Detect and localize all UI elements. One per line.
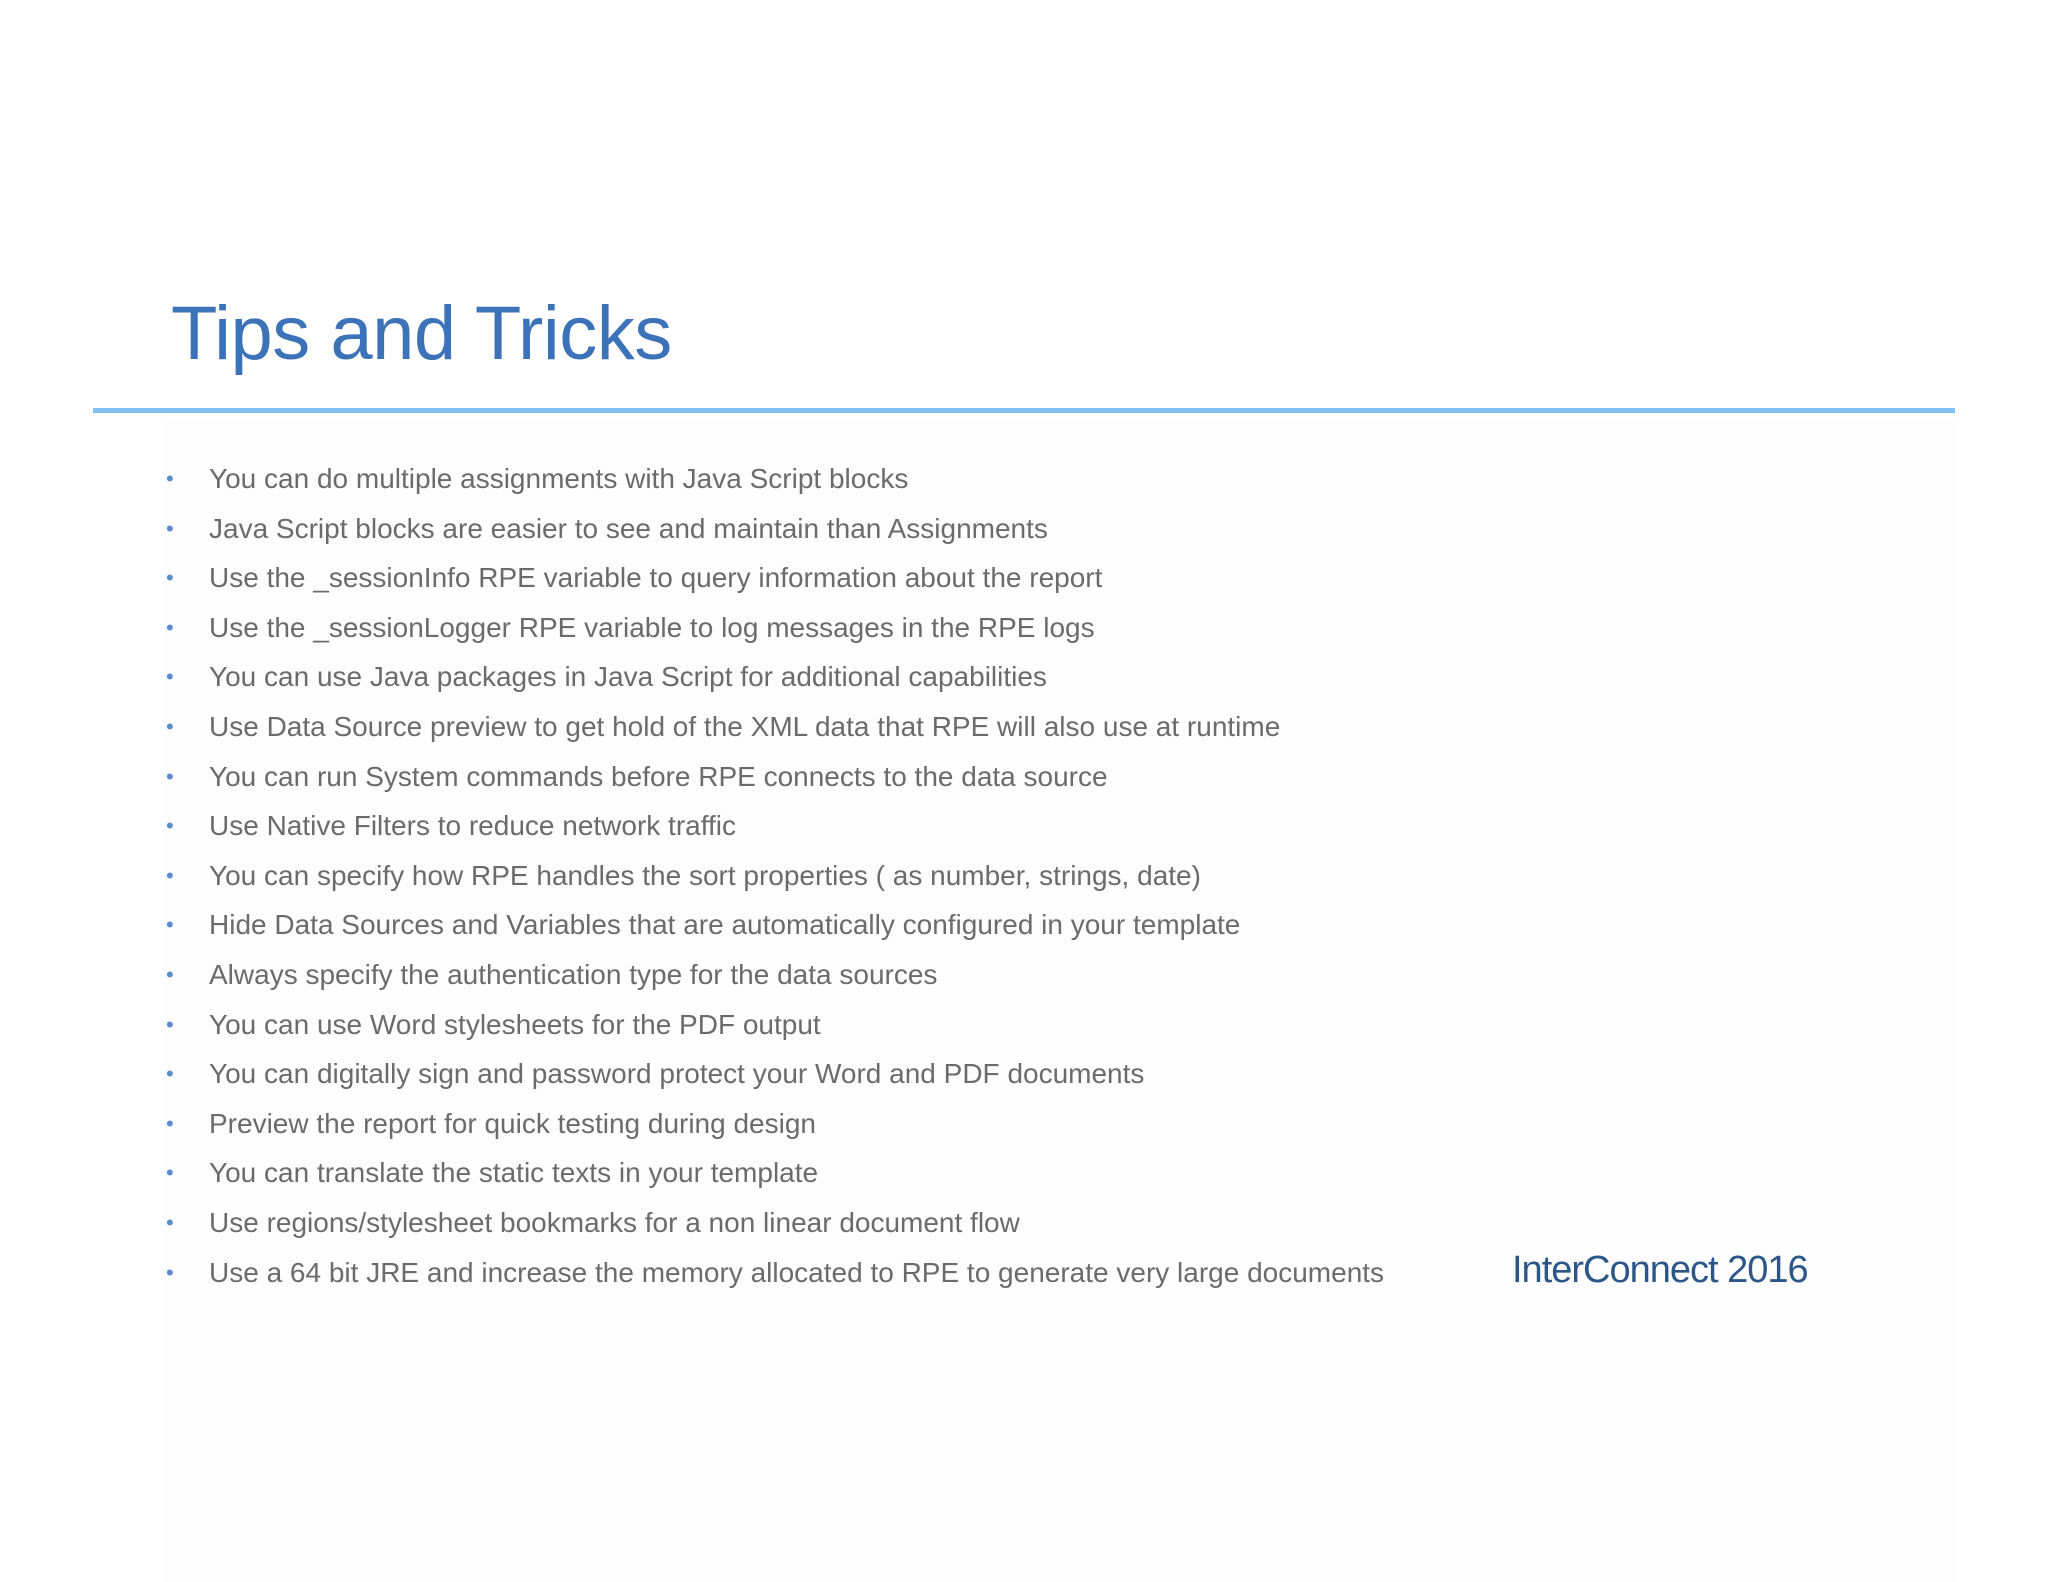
bullet-icon: • (166, 565, 174, 591)
bullet-icon: • (166, 664, 174, 690)
bullet-icon: • (166, 466, 174, 491)
title-divider (93, 408, 1955, 413)
tip-text: You can specify how RPE handles the sort properties ( as number, strings, date) (209, 859, 1201, 891)
bullet-icon: • (166, 763, 174, 789)
bullet-icon: • (166, 713, 174, 739)
brand-logo: InterConnect 2016 (1512, 1249, 1808, 1291)
tip-text: Java Script blocks are easier to see and maintain than Assignments (209, 512, 1048, 544)
tip-text: Preview the report for quick testing during design (209, 1107, 816, 1139)
tip-text: Use a 64 bit JRE and increase the memory allocated to RPE to generate very large documents (209, 1256, 1385, 1288)
tip-text: You can run System commands before RPE connects to the data source (209, 760, 1108, 792)
tip-text: Hide Data Sources and Variables that are automatically configured in your template (209, 909, 1241, 941)
bullet-icon: • (166, 1061, 174, 1087)
tip-text: You can use Java packages in Java Script for additional capabilities (209, 661, 1047, 693)
tip-text: You can do multiple assignments with Java Script blocks (209, 463, 909, 494)
tip-text: Use regions/stylesheet bookmarks for a non linear document flow (209, 1206, 1020, 1238)
bullet-icon: • (166, 813, 174, 839)
bullet-icon: • (166, 1110, 174, 1136)
bullet-icon: • (166, 1011, 174, 1037)
slide-title: Tips and Tricks (171, 291, 672, 376)
bullet-icon: • (166, 862, 174, 888)
tip-text: You can digitally sign and password protect your Word and PDF documents (209, 1058, 1145, 1090)
bullet-icon: • (166, 961, 174, 987)
bullet-icon: • (166, 614, 174, 640)
tip-text: Use Data Source preview to get hold of the XML data that RPE will also use at runtime (209, 710, 1281, 742)
bullet-icon: • (166, 912, 174, 938)
bullet-icon: • (166, 515, 174, 541)
tip-text: Use Native Filters to reduce network traffic (209, 810, 737, 842)
tip-text: Use the _sessionLogger RPE variable to log messages in the RPE logs (209, 611, 1095, 643)
bullet-icon: • (166, 1209, 174, 1235)
bullet-icon: • (166, 1160, 174, 1186)
tip-text: Always specify the authentication type for the data sources (209, 958, 938, 990)
tip-text: You can translate the static texts in your template (209, 1157, 819, 1189)
tip-text: Use the _sessionInfo RPE variable to query information about the report (209, 562, 1103, 594)
tip-text: You can use Word stylesheets for the PDF output (209, 1008, 821, 1040)
bullet-icon: • (166, 1259, 174, 1285)
